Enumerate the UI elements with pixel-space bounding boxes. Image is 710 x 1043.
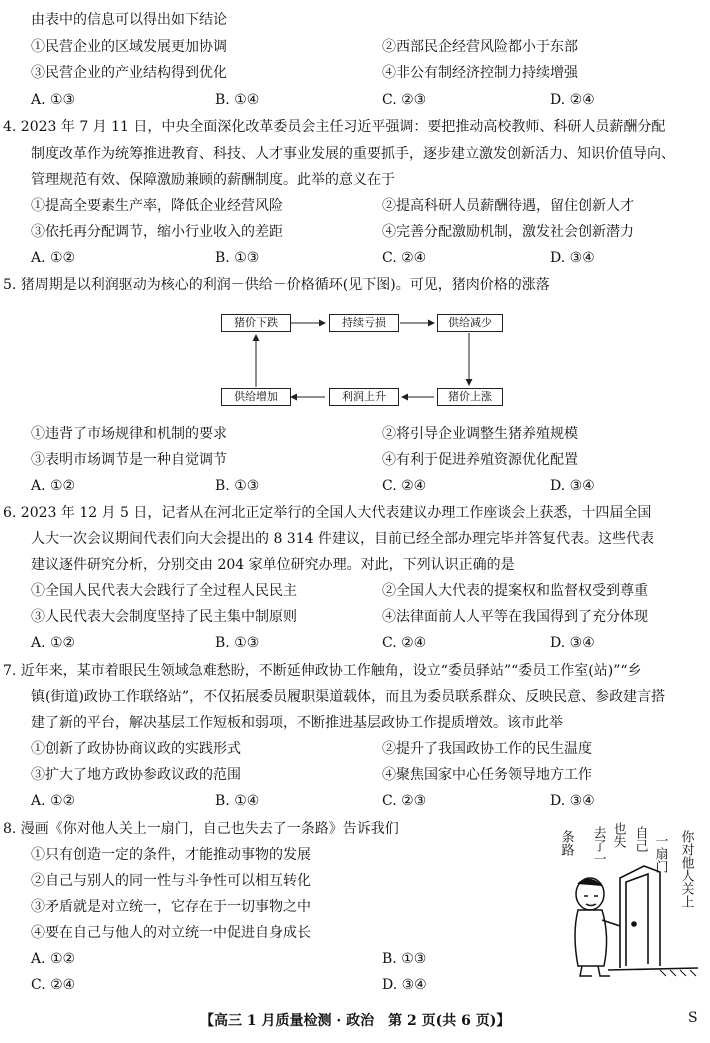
q5-statement-3: ③表明市场调节是一种自觉调节: [31, 452, 227, 468]
q4-stem-line-3: 管理规范有效、保障激励兼顾的薪酬制度。此举的意义在于: [31, 172, 395, 188]
box-supply-decreases: 供给减少: [437, 314, 503, 332]
q4-statement-4: ④完善分配激励机制，激发社会创新潜力: [382, 224, 634, 240]
q8-stem-line-1: 8. 漫画《你对他人关上一扇门，自己也失去了一条路》告诉我们: [3, 821, 399, 837]
q7-option-a: A. ①②: [31, 793, 76, 809]
q4-option-b: B. ①③: [215, 250, 260, 266]
q6-stem-line-1: 6. 2023 年 12 月 5 日，记者从在河北正定举行的全国人大代表建议办理工作座谈会上获悉，十四届全国: [3, 505, 652, 521]
cartoon-caption-1: 你对他人关上: [678, 830, 694, 908]
q8-statement-3: ③矛盾就是对立统一，它存在于一切事物之中: [31, 899, 311, 915]
q5-statement-4: ④有利于促进养殖资源优化配置: [382, 452, 578, 468]
q3-statement-3: ③民营企业的产业结构得到优化: [31, 65, 227, 81]
q6-option-d: D. ③④: [550, 635, 595, 651]
man-figure: [575, 878, 620, 976]
cartoon-caption-5: 去了一: [590, 826, 606, 865]
cartoon-caption-4: 也失: [610, 822, 626, 848]
q7-option-b: B. ①④: [215, 793, 260, 809]
q6-option-b: B. ①③: [215, 635, 260, 651]
cartoon-caption-2: 一扇门: [652, 834, 668, 873]
q6-option-c: C. ②④: [382, 635, 427, 651]
q6-statement-2: ②全国人大代表的提案权和监督权受到尊重: [382, 583, 648, 599]
q3-intro: 由表中的信息可以得出如下结论: [31, 12, 227, 28]
q7-statement-2: ②提升了我国政协工作的民生温度: [382, 741, 592, 757]
q8-statement-2: ②自己与别人的同一性与斗争性可以相互转化: [31, 873, 311, 889]
q6-option-a: A. ①②: [31, 635, 76, 651]
q4-statement-2: ②提高科研人员薪酬待遇，留住创新人才: [382, 198, 634, 214]
q8-option-d: D. ③④: [382, 977, 427, 993]
q6-statement-4: ④法律面前人人平等在我国得到了充分体现: [382, 609, 648, 625]
q8-option-b: B. ①③: [382, 951, 427, 967]
box-price-falls: 猪价下跌: [221, 314, 291, 332]
q7-stem-line-2: 镇(街道)政协工作联络站”，不仅拓展委员履职渠道载体，而且为委员联系群众、反映民意、参政建言搭: [31, 689, 666, 705]
q3-option-d: D. ②④: [550, 92, 595, 108]
q3-option-c: C. ②③: [382, 92, 427, 108]
box-profit-rises: 利润上升: [329, 388, 399, 406]
q7-stem-line-1: 7. 近年来，某市着眼民生领域急难愁盼，不断延伸政协工作触角，设立“委员驿站”“委员工作室(站)”“乡: [3, 663, 642, 679]
q6-statement-3: ③人民代表大会制度坚持了民主集中制原则: [31, 609, 297, 625]
q5-stem-line-1: 5. 猪周期是以利润驱动为核心的利润－供给－价格循环(见下图)。可见，猪肉价格的涨落: [3, 277, 550, 293]
q4-stem-line-2: 制度改革作为统筹推进教育、科技、人才事业发展的重要抓手，逐步建立激发创新活力、知识价值导向、: [31, 146, 675, 162]
q3-statement-2: ②西部民企经营风险都小于东部: [382, 39, 578, 55]
q3-option-a: A. ①③: [31, 92, 76, 108]
diagram-arrows: [0, 0, 710, 420]
q6-stem-line-2: 人大一次会议期间代表们向大会提出的 8 314 件建议，目前已经全部办理完毕并答复代表。这些代表: [31, 531, 654, 547]
q6-stem-line-3: 建议逐件研究分析，分别交由 204 家单位研究办理。对此，下列认识正确的是: [31, 557, 515, 573]
q5-option-d: D. ③④: [550, 478, 595, 494]
q4-stem-line-1: 4. 2023 年 7 月 11 日，中央全面深化改革委员会主任习近平强调：要把推动高校教师、科研人员薪酬分配: [3, 119, 666, 135]
cartoon-caption-3: 自己: [632, 826, 648, 852]
q6-statement-1: ①全国人民代表大会践行了全过程人民民主: [31, 583, 297, 599]
cartoon-caption-6: 条路: [558, 830, 574, 856]
q5-option-b: B. ①③: [215, 478, 260, 494]
q4-option-a: A. ①②: [31, 250, 76, 266]
box-supply-increases: 供给增加: [221, 388, 291, 406]
q4-option-d: D. ③④: [550, 250, 595, 266]
q7-option-c: C. ②③: [382, 793, 427, 809]
q7-statement-4: ④聚焦国家中心任务领导地方工作: [382, 767, 592, 783]
q8-statement-4: ④要在自己与他人的对立统一中促进自身成长: [31, 925, 311, 941]
page-footer: 【高三 1 月质量检测 · 政治 第 2 页(共 6 页)】: [200, 1013, 511, 1029]
q4-statement-1: ①提高全要素生产率，降低企业经营风险: [31, 198, 283, 214]
q4-statement-3: ③依托再分配调节，缩小行业收入的差距: [31, 224, 283, 240]
q5-option-a: A. ①②: [31, 478, 76, 494]
q8-statement-1: ①只有创造一定的条件，才能推动事物的发展: [31, 847, 311, 863]
footer-mark: S: [688, 1010, 698, 1026]
q3-statement-4: ④非公有制经济控制力持续增强: [382, 65, 578, 81]
q7-statement-1: ①创新了政协协商议政的实践形式: [31, 741, 241, 757]
box-price-rises: 猪价上涨: [437, 388, 503, 406]
q8-option-a: A. ①②: [31, 951, 76, 967]
box-continued-losses: 持续亏损: [329, 314, 399, 332]
q3-option-b: B. ①④: [215, 92, 260, 108]
q7-option-d: D. ③④: [550, 793, 595, 809]
q5-option-c: C. ②④: [382, 478, 427, 494]
q7-stem-line-3: 建了新的平台，解决基层工作短板和弱项，不断推进基层政协工作提质增效。该市此举: [31, 715, 563, 731]
q5-statement-1: ①违背了市场规律和机制的要求: [31, 426, 227, 442]
q3-statement-1: ①民营企业的区域发展更加协调: [31, 39, 227, 55]
door-cartoon-illustration: [548, 816, 708, 986]
q8-option-c: C. ②④: [31, 977, 76, 993]
q4-option-c: C. ②④: [382, 250, 427, 266]
q7-statement-3: ③扩大了地方政协参政议政的范围: [31, 767, 241, 783]
q5-statement-2: ②将引导企业调整生猪养殖规模: [382, 426, 578, 442]
